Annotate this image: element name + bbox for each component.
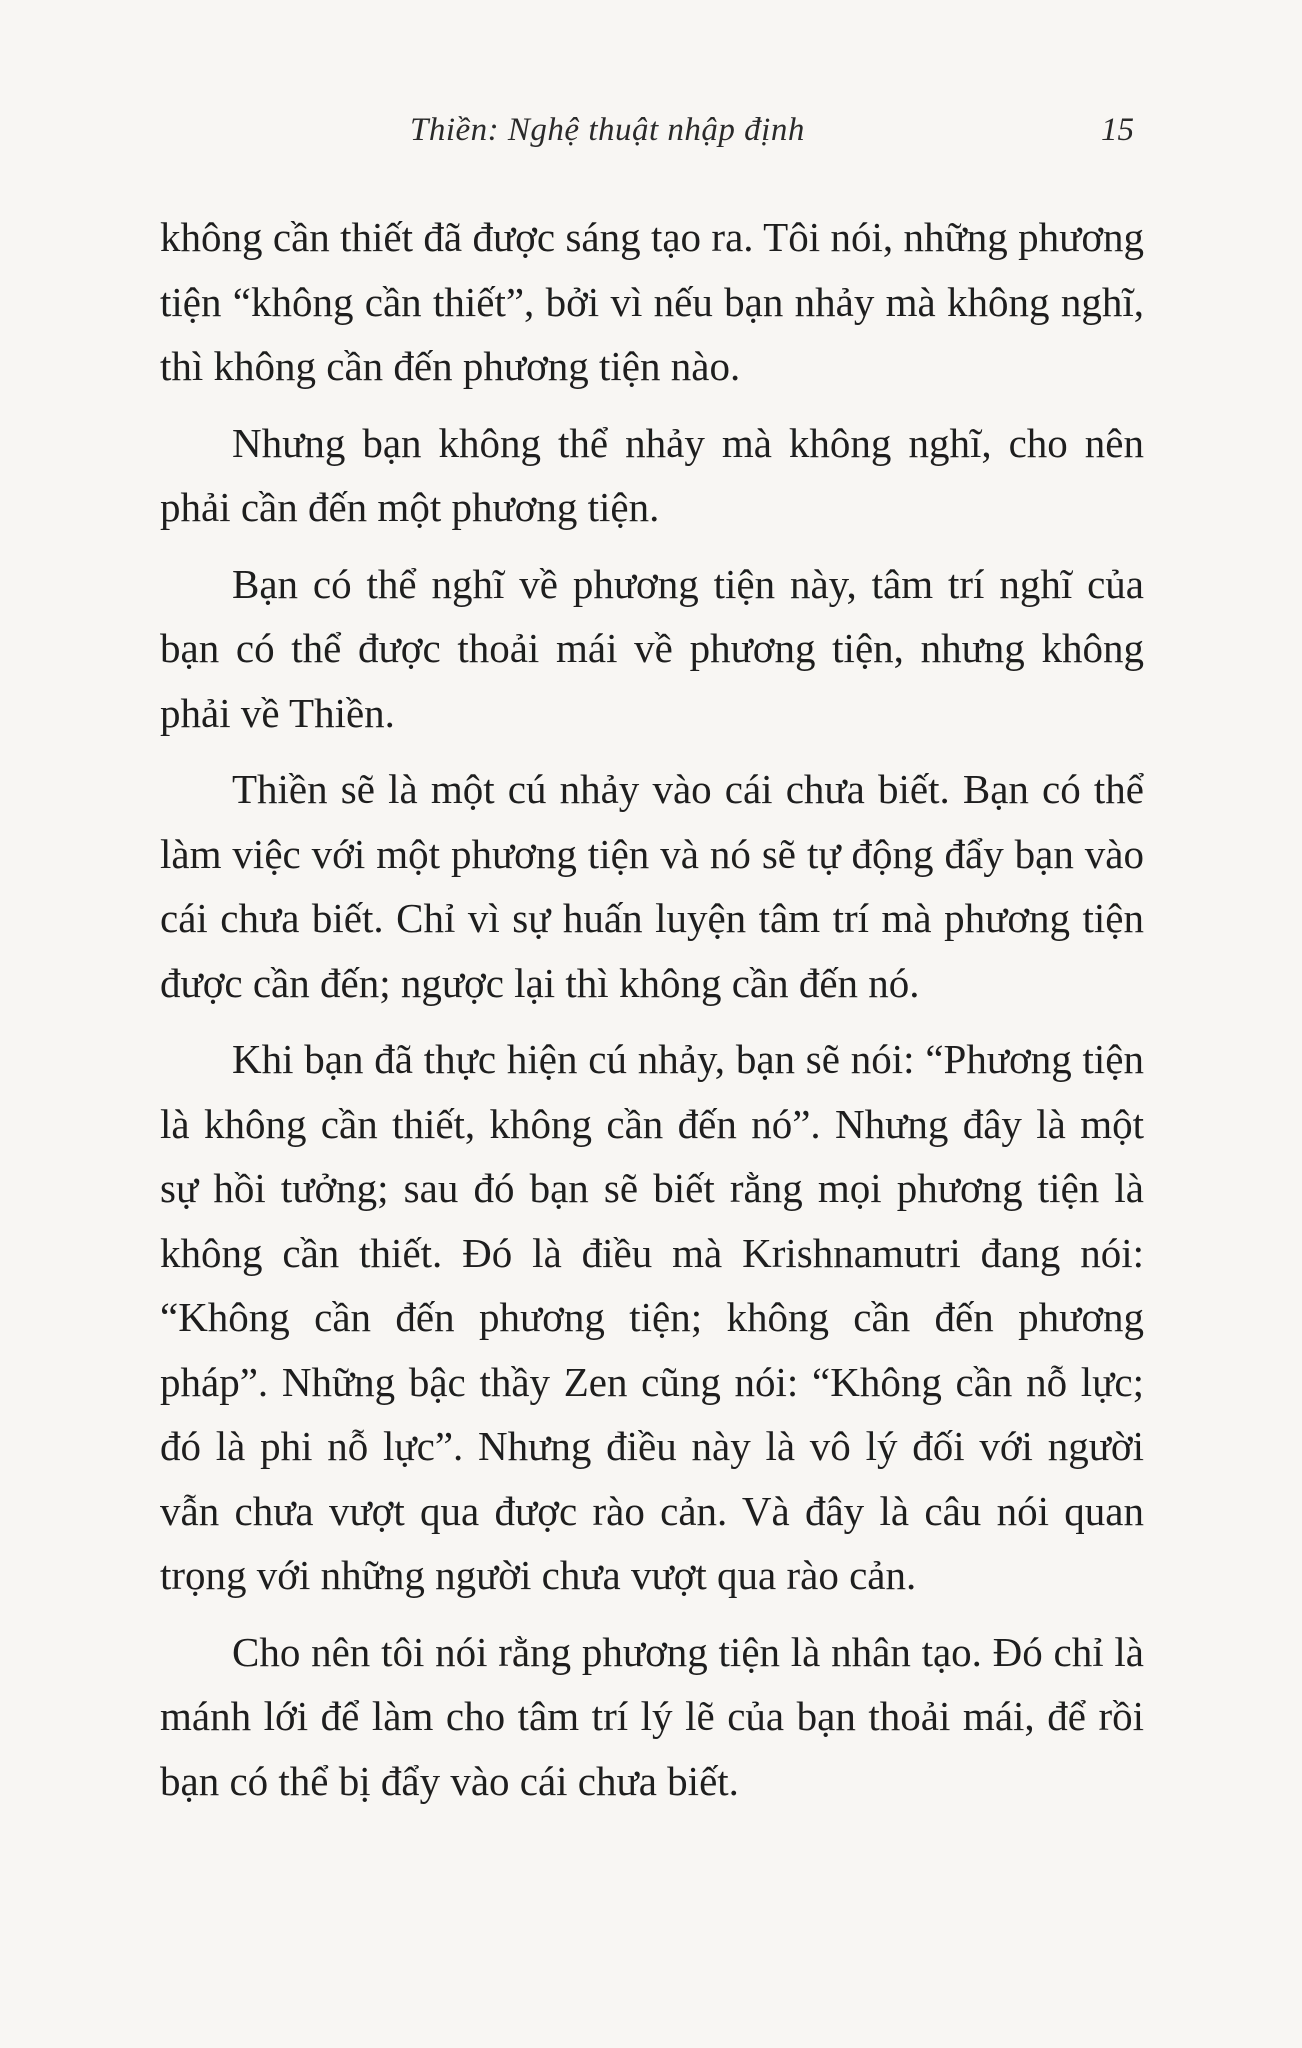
body-text (160, 205, 1144, 1825)
paragraph: Nhưng bạn không thể nhảy mà không nghĩ, cho nên phải cần đến một phương tiện. (160, 419, 1144, 530)
paragraph: Thiền sẽ là một cú nhảy vào cái chưa biết. Bạn có thể làm việc với một phương tiện và nó sẽ tự động đẩy bạn vào cái chưa biết. Chỉ vì sự huấn luyện tâm trí mà phương tiện được cần đến; ngược lại thì không cần đến nó. (160, 766, 1144, 1006)
running-header (160, 112, 1146, 152)
paragraph: Cho nên tôi nói rằng phương tiện là nhân tạo. Đó chỉ là mánh lới để làm cho tâm trí lý lẽ của bạn thoải mái, để rồi bạn có thể bị đẩy vào cái chưa biết. (160, 1628, 1144, 1804)
page-number: 15 (1101, 112, 1134, 148)
chapter-title: Thiền: Nghệ thuật nhập định (410, 112, 805, 148)
paragraph: Khi bạn đã thực hiện cú nhảy, bạn sẽ nói: “Phương tiện là không cần thiết, không cần đến nó”. Nhưng đây là một sự hồi tưởng; sau đó bạn sẽ biết rằng mọi phương tiện là không cần thiết. Đó là điều mà Krishnamutri đang nói: “Không cần đến phương tiện; không cần đến phương pháp”. Những bậc thầy Zen cũng nói: “Không cần nỗ lực; đó là phi nỗ lực”. Nhưng điều này là vô lý đối với người vẫn chưa vượt qua được rào cản. Và đây là câu nói quan trọng với những người chưa vượt qua rào cản. (160, 1036, 1144, 1598)
paragraph: không cần thiết đã được sáng tạo ra. Tôi nói, những phương tiện “không cần thiết”, bởi vì nếu bạn nhảy mà không nghĩ, thì không cần đến phương tiện nào. (160, 214, 1144, 389)
paragraph: Bạn có thể nghĩ về phương tiện này, tâm trí nghĩ của bạn có thể được thoải mái về phương tiện, nhưng không phải về Thiền. (160, 560, 1144, 736)
